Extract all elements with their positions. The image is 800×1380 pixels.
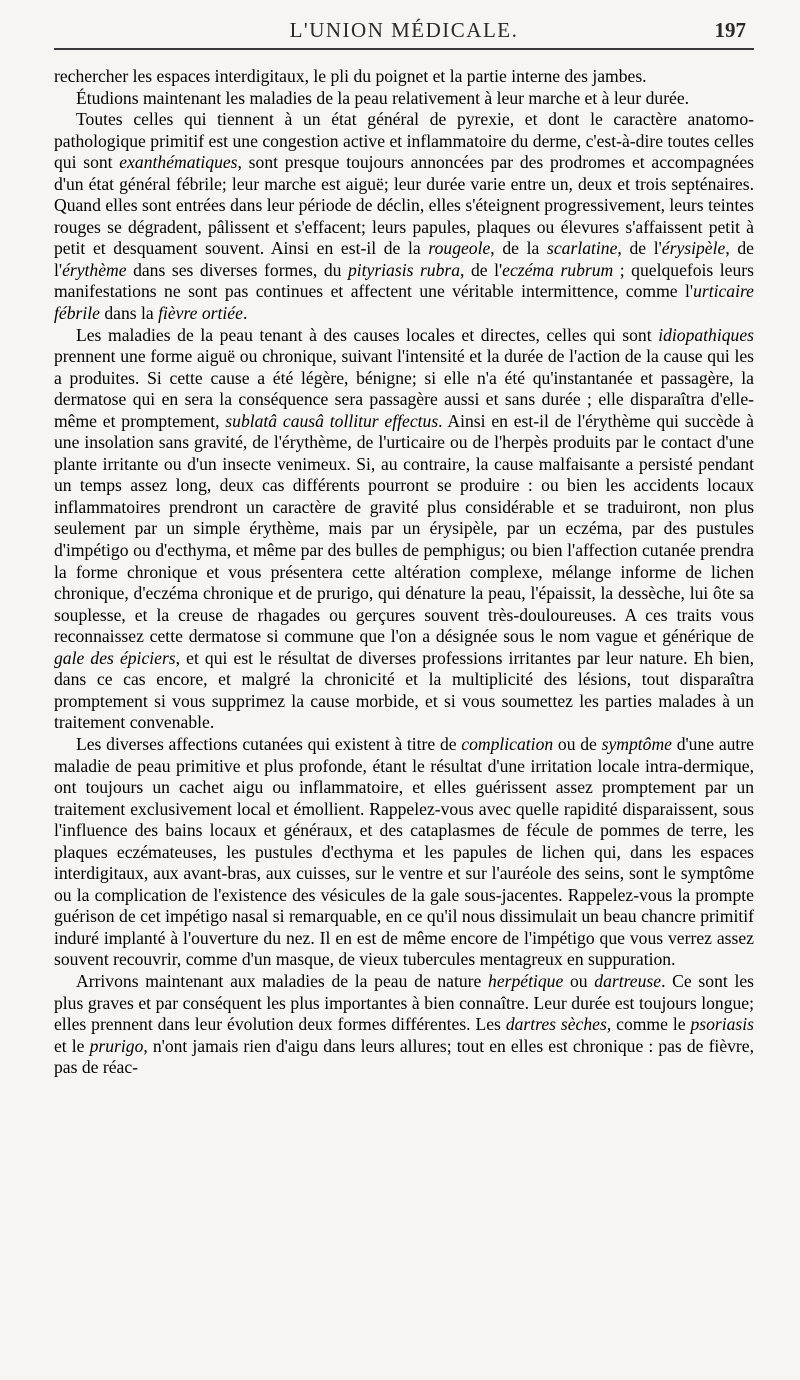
italic-text-run: fièvre ortiée <box>158 303 243 324</box>
italic-text-run: complication <box>461 733 554 754</box>
text-run: Les maladies de la peau tenant à des causes locales et directes, celles qui sont <box>76 324 659 345</box>
text-run: . Ce sont les plus graves et par conséquent les plus importantes à bien connaître. Leur durée est toujours longue; elles prennent dans leur évolution deux formes différentes. Les <box>54 970 754 1035</box>
italic-text-run: dartreuse <box>594 970 662 991</box>
text-run: . Ainsi en est-il de l'érythème qui succède à une insolation sans gravité, de l'érythème, de l'urticaire ou de l'herpès produits par le contact d'une plante irritante ou d'un insecte venimeux. Si, au contraire, la cause malfaisante a persisté pendant un temps assez long, deux cas différents pourront se produire : ou bien les accidents locaux inflammatoires prendront un caractère de gravité plus considérable et se traduiront, non plus seulement par un simple érythème, mais par un érysipèle, par un eczéma, par des pustules d'impétigo ou d'ecthyma, et même par des bulles de pemphigus; ou bien l'affection cutanée prendra la forme chronique et vous présentera cette altération complexe, mélange informe de lichen chronique, d'eczéma chronique et de prurigo, qui dénature la peau, l'épaissit, la dessèche, lui ôte sa souplesse, et la creuse de rhagades ou gerçures souvent très-douloureuses. A ces traits vous reconnaissez cette dermatose si commune que l'on a désignée sous le nom vague et générique de <box>54 410 754 647</box>
body-paragraph <box>54 325 754 734</box>
text-run: , sont presque toujours annoncées par des prodromes et accompagnées d'un état général fébrile; leur marche est aiguë; leur durée varie entre un, deux et trois septénaires. Quand elles sont entrées dans leur période de déclin, elles s'éteignent progressivement, leurs teintes rouges se dégradent, pâlissent et s'effacent; leurs papules, plaques ou élevures s'affaissent petit à petit et desquament souvent. Ainsi en est-il de la <box>54 152 754 259</box>
italic-text-run: herpétique <box>488 970 564 991</box>
body-paragraph <box>54 109 754 324</box>
body-text <box>54 66 754 1079</box>
body-paragraph <box>54 734 754 971</box>
text-run: et le <box>54 1035 90 1056</box>
text-run: Arrivons maintenant aux maladies de la peau de nature <box>76 970 489 991</box>
italic-text-run: symptôme <box>601 733 672 754</box>
text-run: , de la <box>490 238 548 259</box>
text-run: ou <box>563 970 595 991</box>
text-run: ou de <box>553 733 602 754</box>
italic-text-run: érysipèle <box>661 238 726 259</box>
text-run: ; quelquefois leurs manifestations ne sont pas continues et affectent une véritable intermittence, comme l' <box>54 259 754 302</box>
text-run: , de l' <box>617 238 662 259</box>
text-run: rechercher les espaces interdigitaux, le pli du poignet et la partie interne des jambes. <box>54 66 647 86</box>
italic-text-run: psoriasis <box>690 1014 755 1035</box>
text-run: , n'ont jamais rien d'aigu dans leurs allures; tout en elles est chronique : pas de fièvre, pas de réac- <box>54 1035 754 1078</box>
text-run: Les diverses affections cutanées qui existent à titre de <box>76 733 462 754</box>
text-run: , de l' <box>460 259 503 280</box>
italic-text-run: scarlatine <box>547 238 618 259</box>
italic-text-run: exanthématiques <box>119 152 238 173</box>
header-rule <box>54 48 754 50</box>
italic-text-run: pityriasis rubra <box>347 259 461 280</box>
text-run: dans la <box>99 303 159 324</box>
text-run: , de l' <box>54 238 754 280</box>
text-run: , comme le <box>606 1014 691 1035</box>
italic-text-run: gale des épiciers <box>54 647 176 668</box>
text-run: Étudions maintenant les maladies de la peau relativement à leur marche et à leur durée. <box>76 87 690 108</box>
text-run: Toutes celles qui tiennent à un état général de pyrexie, et dont le caractère anatomo-pathologique primitif est une congestion active et inflammatoire du derme, c'est-à-dire toutes celles qui sont <box>54 109 754 173</box>
italic-text-run: urticaire fébrile <box>54 281 754 324</box>
italic-text-run: rougeole <box>428 238 491 259</box>
italic-text-run: érythème <box>62 259 127 280</box>
running-title: L'UNION MÉDICALE. <box>289 18 519 42</box>
body-paragraph <box>54 66 754 88</box>
text-run: , et qui est le résultat de diverses professions irritantes par leur nature. Eh bien, dans ce cas encore, et malgré la chronicité et la multiplicité des lésions, tout disparaîtra promptement si vous supprimez la cause morbide, et si vous soumettez les parties malades à un traitement convenable. <box>54 647 754 733</box>
text-run: . <box>242 303 248 324</box>
italic-text-run: dartres sèches <box>505 1014 607 1035</box>
body-paragraph <box>54 88 754 110</box>
text-run: prennent une forme aiguë ou chronique, suivant l'intensité et la durée de l'action de la cause qui les a produites. Si cette cause a été légère, bénigne; si elle n'a été qu'instantanée et passagère, la dermatose qui en sera la conséquence sera passagère aussi et sans durée ; elle disparaîtra d'elle-même et promptement, <box>54 346 754 431</box>
italic-text-run: eczéma rubrum <box>502 259 614 280</box>
page-number: 197 <box>714 18 746 42</box>
page-header <box>54 0 754 50</box>
text-run: d'une autre maladie de peau primitive et plus profonde, étant le résultat d'une irritation locale intra-dermique, ont toujours un cachet aigu ou inflammatoire, et elles guérissent assez promptement par un traitement exclusivement local et émollient. Rappelez-vous avec quelle rapidité disparaissent, sous l'influence des bains locaux et généraux, et des cataplasmes de fécule de pommes de terre, les plaques eczémateuses, les pustules d'ecthyma et les papules de lichen qui, dans les espaces interdigitaux, aux avant-bras, aux cuisses, sur le ventre et sur l'auréole des seins, sont le symptôme ou la complication de l'existence des vésicules de la gale sous-jacentes. Rappelez-vous la prompte guérison de cet impétigo nasal si remarquable, en ce qu'il nous dissimulait un beau chancre primitif induré implanté à l'ouverture du nez. Il en est de même encore de l'impétigo que vous verrez assez souvent recouvrir, comme d'un masque, de vieux tubercules mentagreux en suppuration. <box>54 733 754 970</box>
italic-text-run: sublatâ causâ tollitur effectus <box>225 410 439 431</box>
italic-text-run: prurigo <box>89 1035 144 1056</box>
body-paragraph <box>54 971 754 1079</box>
text-run: dans ses diverses formes, du <box>126 259 348 280</box>
italic-text-run: idiopathiques <box>658 324 754 345</box>
